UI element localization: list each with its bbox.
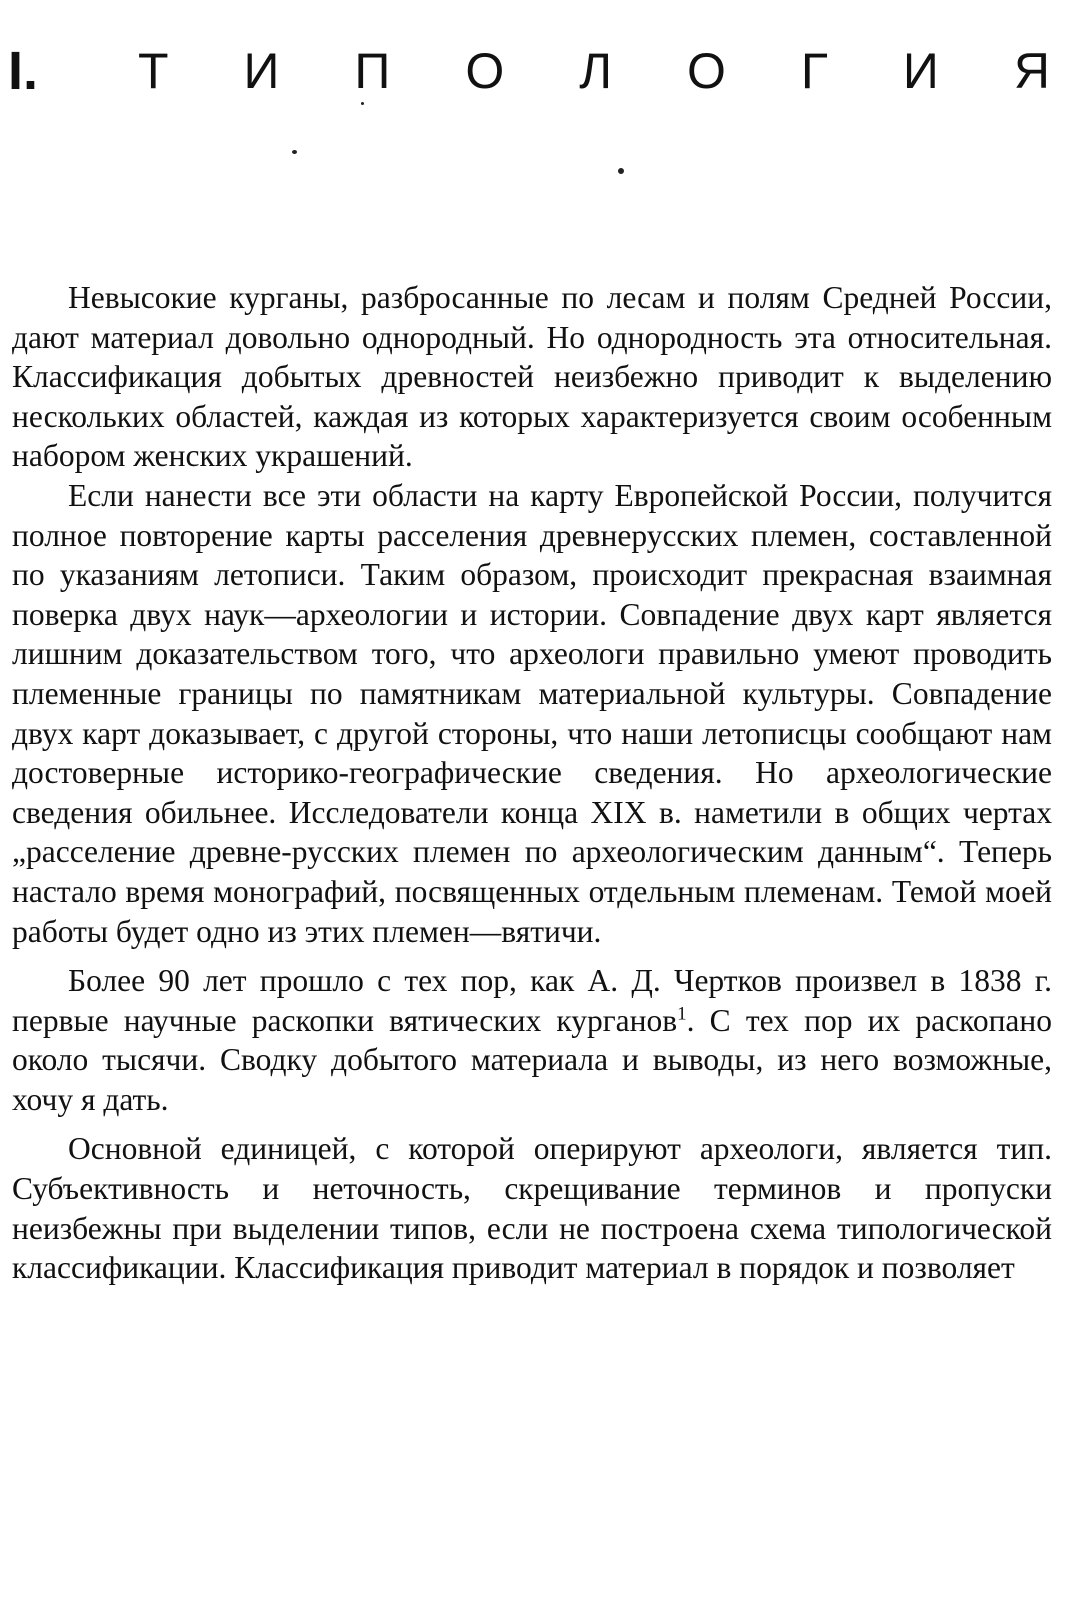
print-speck [618, 168, 624, 174]
chapter-title [56, 43, 1058, 99]
chapter-title-letter: О [465, 43, 505, 99]
chapter-heading [8, 36, 1058, 106]
footnote-marker: 1 [677, 1003, 687, 1025]
chapter-title-letter: Л [579, 43, 613, 99]
paragraph: Если нанести все эти области на карту Европейской России, получится полное повторение карты расселения древнерусских племен, составленной по указаниям летописи. Таким образом, происходит прекрасная взаимная поверка двух наук—археологии и истории. Совпадение двух карт является лишним доказательством того, что археологи правильно умеют проводить племенные границы по памятникам материальной культуры. Совпадение двух карт доказывает, с другой стороны, что наши летописцы сообщают нам достоверные историко-географические сведения. Но археологические сведения обильнее. Исследователи конца XIX в. наметили в общих чертах „расселение древне-русских племен по археологическим данным“. Теперь настало время монографий, посвященных отдельным племенам. Темой моей работы будет одно из этих племен—вятичи. [12, 477, 1052, 949]
chapter-title-letter: О [686, 43, 726, 99]
chapter-number: I. [8, 41, 39, 101]
paragraph-text: . С тех пор их раскопано около тысячи. Сводку добытого материала и выводы, из него возможные, хочу я дать. [12, 1002, 1053, 1117]
paragraph: Невысокие курганы, разбросанные по лесам и полям Средней России, дают материал довольно однородный. Но однородность эта относительная. Классификация добытых древностей неизбежно приводит к выделению нескольких областей, каждая из которых характеризуется своим особенным набором женских украшений. [12, 280, 1052, 474]
print-speck [361, 102, 364, 105]
chapter-title-letter: П [354, 43, 391, 99]
chapter-title-letter: Г [800, 43, 828, 99]
chapter-title-letter: И [243, 43, 280, 99]
chapter-title-letter: И [902, 43, 939, 99]
paragraph: Основной единицей, с которой оперируют археологи, является тип. Субъективность и неточность, скрещивание терминов и пропуски неизбежны при выделении типов, если не построена схема типологической классификации. Классификация приводит материал в порядок и позволяет [12, 1131, 1052, 1286]
print-speck [292, 150, 297, 154]
body-text [12, 278, 1052, 1288]
paragraph [12, 961, 1052, 1119]
chapter-title-letter: Я [1013, 43, 1050, 99]
paragraph-text: Более 90 лет прошло с тех пор, как А. Д. Чертков произвел в 1838 г. первые научные раскопки вятических курганов [12, 963, 1052, 1038]
chapter-title-letter: Т [138, 43, 169, 99]
